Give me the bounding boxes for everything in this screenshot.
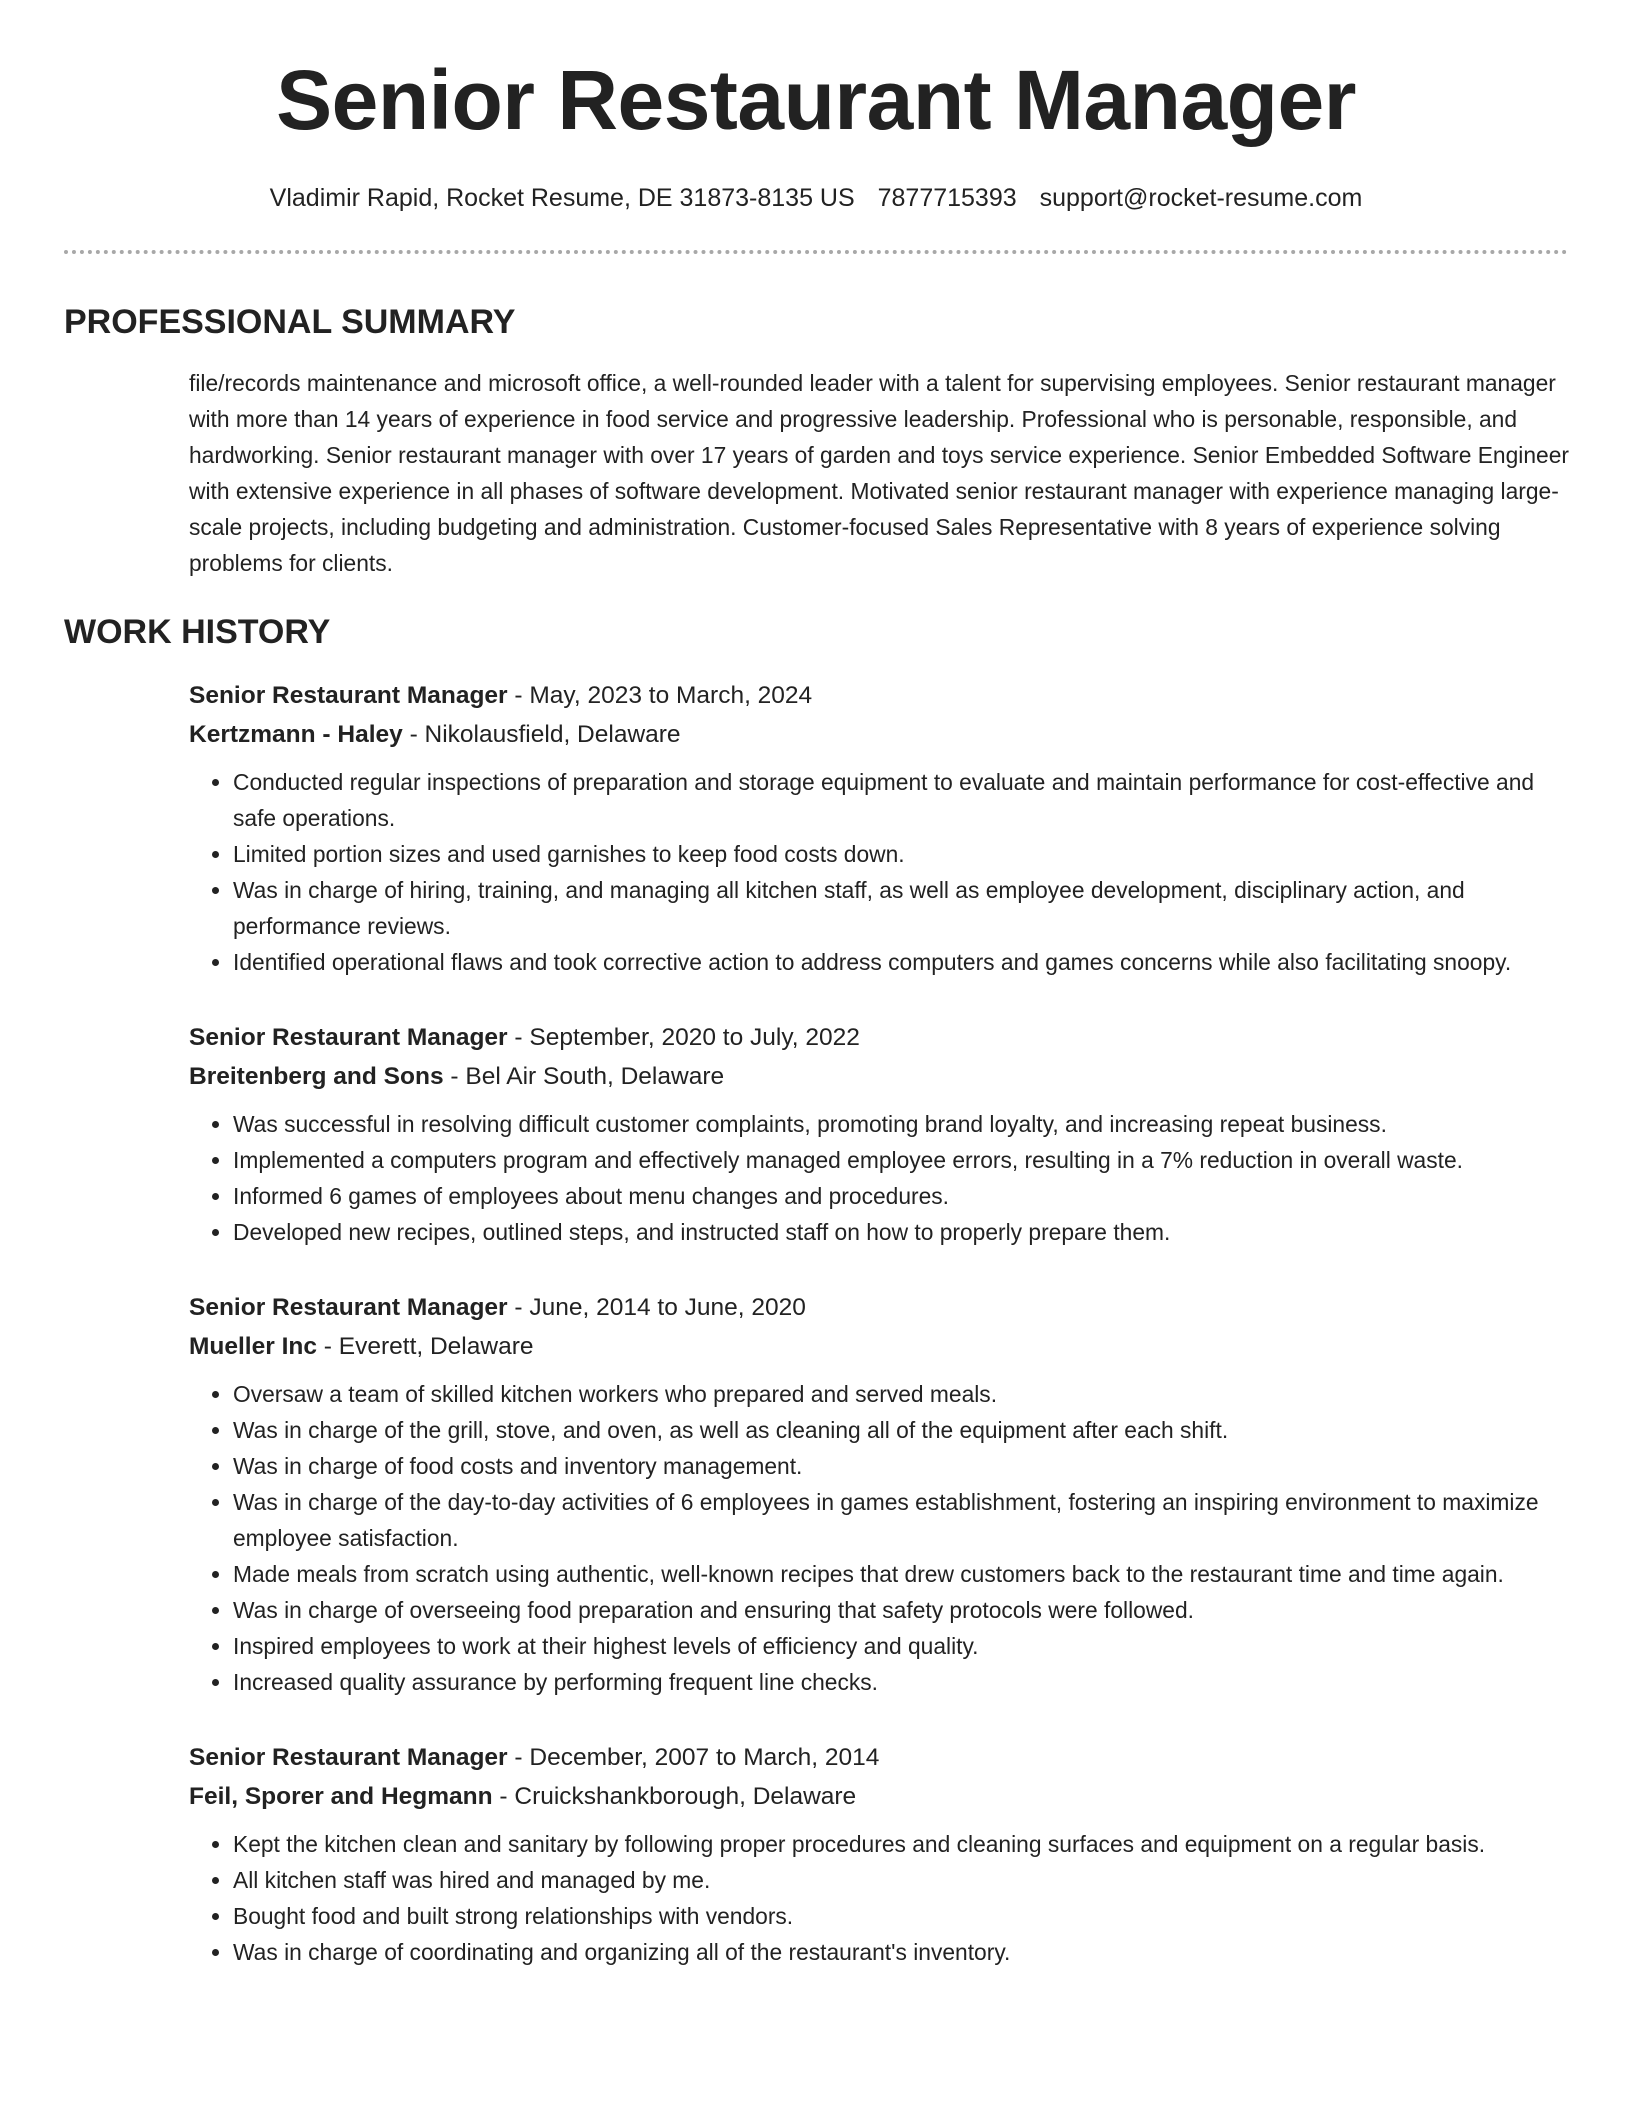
job-entry — [189, 1288, 1569, 1700]
contact-phone: 7877715393 — [877, 184, 1017, 212]
job-duties — [189, 1376, 1569, 1700]
resume-title: Senior Restaurant Manager — [276, 53, 1356, 147]
job-company-line — [189, 1777, 1569, 1816]
section-title-summary: PROFESSIONAL SUMMARY — [64, 303, 516, 341]
duty-item: • Limited portion sizes and used garnishes to keep food costs down. — [233, 836, 1569, 872]
duty-item: • Oversaw a team of skilled kitchen workers who prepared and served meals. — [233, 1376, 1569, 1412]
duty-item: • Inspired employees to work at their highest levels of efficiency and quality. — [233, 1628, 1569, 1664]
duty-item: • Informed 6 games of employees about menu changes and procedures. — [233, 1178, 1569, 1214]
section-title-work-history: WORK HISTORY — [64, 613, 331, 651]
work-history-list — [189, 676, 1569, 2008]
job-location: - Cruickshankborough, Delaware — [499, 1783, 857, 1810]
header-divider — [64, 250, 1568, 254]
job-company-line — [189, 715, 1569, 754]
summary-paragraph: file/records maintenance and microsoft office, a well-rounded leader with a talent for supervising employees. Senior restaurant manager with more than 14 years of experience in food service and progressive leadership. Professional who is personable, responsible, and hardworking. Senior restaurant manager with over 17 years of garden and toys service experience. Senior Embedded Software Engineer with extensive experience in all phases of software development. Motivated senior restaurant manager with experience managing large-scale projects, including budgeting and administration. Customer-focused Sales Representative with 8 years of experience solving problems for clients. — [189, 370, 1569, 576]
job-title: Senior Restaurant Manager — [189, 1024, 508, 1051]
job-entry — [189, 1018, 1569, 1250]
contact-line — [0, 180, 1632, 216]
duty-item: • Increased quality assurance by performing frequent line checks. — [233, 1664, 1569, 1700]
duty-item: • All kitchen staff was hired and managed by me. — [233, 1862, 1569, 1898]
job-title: Senior Restaurant Manager — [189, 682, 508, 709]
job-title-line — [189, 1018, 1569, 1057]
job-company: Feil, Sporer and Hegmann — [189, 1783, 493, 1810]
duty-item: • Bought food and built strong relationships with vendors. — [233, 1898, 1569, 1934]
duty-item: • Was in charge of coordinating and organizing all of the restaurant's inventory. — [233, 1934, 1569, 1970]
job-dates: - September, 2020 to July, 2022 — [514, 1024, 860, 1051]
job-title-line — [189, 1288, 1569, 1327]
job-dates: - December, 2007 to March, 2014 — [514, 1744, 880, 1771]
duty-item: • Kept the kitchen clean and sanitary by following proper procedures and cleaning surfaces and equipment on a regular basis. — [233, 1826, 1569, 1862]
job-dates: - June, 2014 to June, 2020 — [514, 1294, 806, 1321]
duty-item: • Was successful in resolving difficult customer complaints, promoting brand loyalty, and increasing repeat business. — [233, 1106, 1569, 1142]
job-company: Kertzmann - Haley — [189, 721, 403, 748]
duty-item: • Implemented a computers program and effectively managed employee errors, resulting in a 7% reduction in overall waste. — [233, 1142, 1569, 1178]
job-company-line — [189, 1057, 1569, 1096]
duty-item: • Conducted regular inspections of preparation and storage equipment to evaluate and maintain performance for cost-effective and safe operations. — [233, 764, 1569, 836]
job-company: Mueller Inc — [189, 1333, 317, 1360]
job-entry — [189, 1738, 1569, 1970]
job-entry — [189, 676, 1569, 980]
job-company: Breitenberg and Sons — [189, 1063, 444, 1090]
duty-item: • Developed new recipes, outlined steps, and instructed staff on how to properly prepare them. — [233, 1214, 1569, 1250]
job-dates: - May, 2023 to March, 2024 — [514, 682, 813, 709]
job-location: - Nikolausfield, Delaware — [409, 721, 681, 748]
job-location: - Bel Air South, Delaware — [450, 1063, 725, 1090]
duty-item: • Made meals from scratch using authentic, well-known recipes that drew customers back to the restaurant time and time again. — [233, 1556, 1569, 1592]
job-title-line — [189, 676, 1569, 715]
job-location: - Everett, Delaware — [323, 1333, 534, 1360]
duty-item: • Was in charge of overseeing food preparation and ensuring that safety protocols were followed. — [233, 1592, 1569, 1628]
job-duties — [189, 764, 1569, 980]
job-company-line — [189, 1327, 1569, 1366]
job-title-line — [189, 1738, 1569, 1777]
job-title: Senior Restaurant Manager — [189, 1294, 508, 1321]
duty-item: • Was in charge of hiring, training, and managing all kitchen staff, as well as employee development, disciplinary action, and performance reviews. — [233, 872, 1569, 944]
duty-item: • Was in charge of food costs and inventory management. — [233, 1448, 1569, 1484]
contact-address: Vladimir Rapid, Rocket Resume, DE 31873-8135 US — [269, 184, 855, 212]
contact-email: support@rocket-resume.com — [1039, 184, 1363, 212]
job-title: Senior Restaurant Manager — [189, 1744, 508, 1771]
duty-item: • Identified operational flaws and took corrective action to address computers and games concerns while also facilitating snoopy. — [233, 944, 1569, 980]
duty-item: • Was in charge of the day-to-day activities of 6 employees in games establishment, fostering an inspiring environment to maximize employee satisfaction. — [233, 1484, 1569, 1556]
job-duties — [189, 1106, 1569, 1250]
duty-item: • Was in charge of the grill, stove, and oven, as well as cleaning all of the equipment after each shift. — [233, 1412, 1569, 1448]
job-duties — [189, 1826, 1569, 1970]
